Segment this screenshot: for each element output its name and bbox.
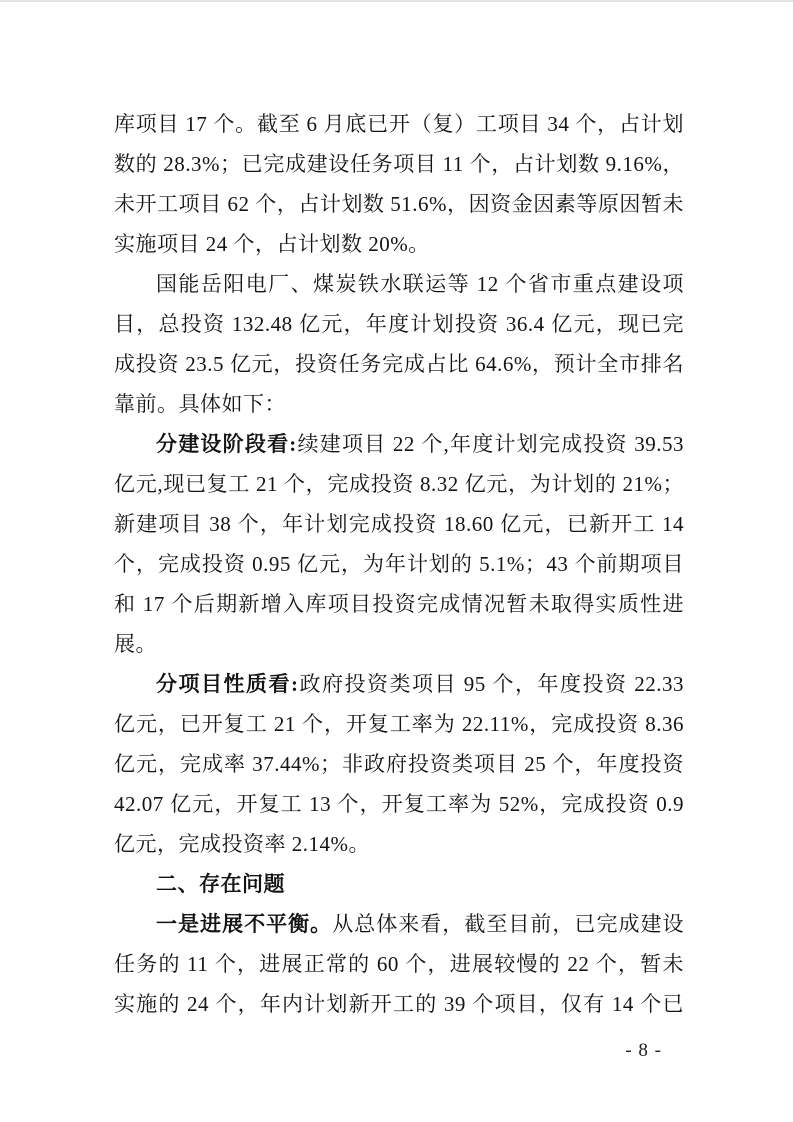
text-run: 实施项目 24 个，占计划数 20%。 [114,232,430,256]
text-run: 任务的 11 个，进展正常的 60 个，进展较慢的 22 个，暂未 [114,952,684,976]
page-number: - 8 - [625,1040,662,1061]
text-line [114,224,684,264]
document-body [114,104,684,1024]
text-line [114,344,684,384]
text-line [114,544,684,584]
text-line [114,704,684,744]
text-line [114,904,684,944]
text-line [114,504,684,544]
text-line [114,384,684,424]
bold-text-run: 二、存在问题 [156,872,285,896]
text-run: 和 17 个后期新增入库项目投资完成情况暂未取得实质性进 [114,592,684,616]
text-line [114,624,684,664]
text-run: 库项目 17 个。截至 6 月底已开（复）工项目 34 个，占计划 [114,112,684,136]
text-run: 亿元，已开复工 21 个，开复工率为 22.11%，完成投资 8.36 [114,712,684,736]
text-run: 实施的 24 个，年内计划新开工的 39 个项目，仅有 14 个已 [114,992,684,1016]
bold-text-run: 分项目性质看: [156,672,299,696]
text-run: 42.07 亿元，开复工 13 个，开复工率为 52%，完成投资 0.9 [114,792,684,816]
text-line [114,184,684,224]
text-run: 国能岳阳电厂、煤炭铁水联运等 12 个省市重点建设项 [156,272,684,296]
text-run: 续建项目 22 个,年度计划完成投资 39.53 [296,432,684,456]
text-run: 数的 28.3%；已完成建设任务项目 11 个，占计划数 9.16%， [114,152,684,176]
text-run: 新建项目 38 个，年计划完成投资 18.60 亿元，已新开工 14 [114,512,684,536]
text-run: 成投资 23.5 亿元，投资任务完成占比 64.6%，预计全市排名 [114,352,684,376]
bold-text-run: 一是进展不平衡。 [156,912,333,936]
bold-text-run: 分建设阶段看: [156,432,297,456]
text-run: 亿元，完成率 37.44%；非政府投资类项目 25 个，年度投资 [114,752,684,776]
text-run: 展。 [114,632,157,656]
text-line [114,664,684,704]
text-line [114,104,684,144]
text-run: 目，总投资 132.48 亿元，年度计划投资 36.4 亿元，现已完 [114,312,684,336]
text-line [114,464,684,504]
text-run: 政府投资类项目 95 个，年度投资 22.33 [298,672,684,696]
text-line [114,984,684,1024]
text-run: 个，完成投资 0.95 亿元，为年计划的 5.1%；43 个前期项目 [114,552,684,576]
text-line [114,824,684,864]
text-line [114,304,684,344]
text-line [114,744,684,784]
text-line [114,864,684,904]
text-run: 未开工项目 62 个，占计划数 51.6%，因资金因素等原因暂未 [114,192,684,216]
text-run: 从总体来看，截至目前，已完成建设 [332,912,684,936]
text-line [114,144,684,184]
text-line [114,944,684,984]
text-run: 靠前。具体如下： [114,392,286,416]
page-top-edge [0,0,793,2]
text-line [114,264,684,304]
text-line [114,584,684,624]
text-run: 亿元，完成投资率 2.14%。 [114,832,370,856]
text-run: 亿元,现已复工 21 个，完成投资 8.32 亿元，为计划的 21%； [114,472,684,496]
text-line [114,424,684,464]
text-line [114,784,684,824]
